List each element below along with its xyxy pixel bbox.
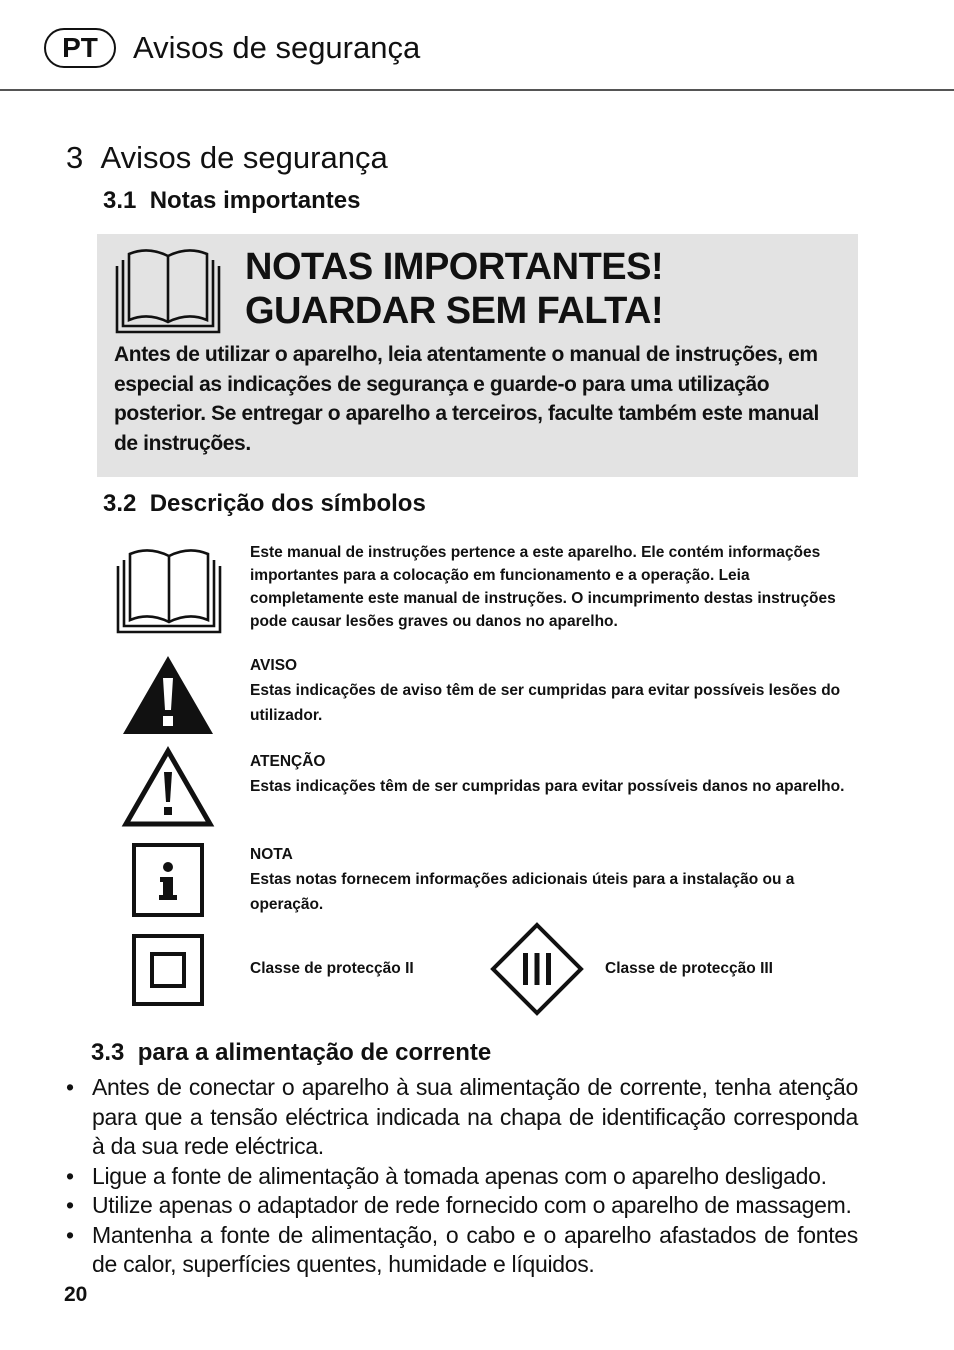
caution-outline-triangle-icon xyxy=(121,746,215,828)
subsection-title-3-3: 3.3 para a alimentação de corrente xyxy=(91,1039,492,1066)
page-number: 20 xyxy=(64,1283,88,1306)
header-divider xyxy=(0,89,954,91)
language-badge: PT xyxy=(44,28,116,68)
section-title-text: Avisos de segurança xyxy=(100,140,388,175)
subsection-title-3-2: 3.2 Descrição dos símbolos xyxy=(103,490,426,517)
manual-symbol-description: Este manual de instruções pertence a este aparelho. Ele contém informações importantes para a colocação em funcionamento e a operação. Leia completamente este manual de instruções. O incumprimento destas instruções pode causar lesões graves ou danos no aparelho. xyxy=(250,544,836,630)
list-item: • Mantenha a fonte de alimentação, o cabo e o aparelho afastados de fontes de calor, superfícies quentes, humidade e líquidos. xyxy=(66,1221,858,1277)
list-item: • Utilize apenas o adaptador de rede fornecido com o aparelho de massagem. xyxy=(66,1192,852,1218)
header-title: Avisos de segurança xyxy=(133,30,421,65)
warning-symbol-description: AVISO Estas indicações de aviso têm de ser cumpridas para evitar possíveis lesões do utilizador. xyxy=(250,653,850,728)
important-body: Antes de utilizar o aparelho, leia atentamente o manual de instruções, em especial as indicações de segurança e guarde-o para uma utilização posterior. Se entregar o aparelho a terceiros, faculte também este manual de instruções. xyxy=(114,343,819,455)
protection-class-3-label: Classe de protecção III xyxy=(605,960,773,977)
section-number: 3 xyxy=(66,140,84,175)
subsection-title-3-1: 3.1 Notas importantes xyxy=(103,187,361,214)
protection-class-2-icon xyxy=(132,934,204,1006)
manual-book-icon xyxy=(115,246,221,334)
list-item: • Ligue a fonte de alimentação à tomada apenas com o aparelho desligado. xyxy=(66,1162,827,1189)
attention-label: ATENÇÃO xyxy=(250,753,326,770)
warning-label: AVISO xyxy=(250,657,298,674)
note-symbol-description: NOTA Estas notas fornecem informações adicionais úteis para a instalação ou a operação. xyxy=(250,842,850,917)
power-supply-bullets xyxy=(66,1073,858,1280)
info-icon xyxy=(132,843,204,917)
manual-book-icon xyxy=(116,546,222,634)
attention-symbol-description: ATENÇÃO Estas indicações têm de ser cumpridas para evitar possíveis danos no aparelho. xyxy=(250,749,850,799)
protection-class-3-icon xyxy=(490,922,584,1016)
important-heading: NOTAS IMPORTANTES! GUARDAR SEM FALTA! xyxy=(245,246,664,332)
warning-filled-triangle-icon xyxy=(121,654,215,736)
note-label: NOTA xyxy=(250,846,293,863)
section-title xyxy=(66,138,388,178)
protection-class-2-label: Classe de protecção II xyxy=(250,960,414,977)
list-item: • Antes de conectar o aparelho à sua alimentação de corrente, tenha atenção para que a tensão eléctrica indicada na chapa de identificação corresponda à da sua rede eléctrica. xyxy=(66,1074,858,1159)
